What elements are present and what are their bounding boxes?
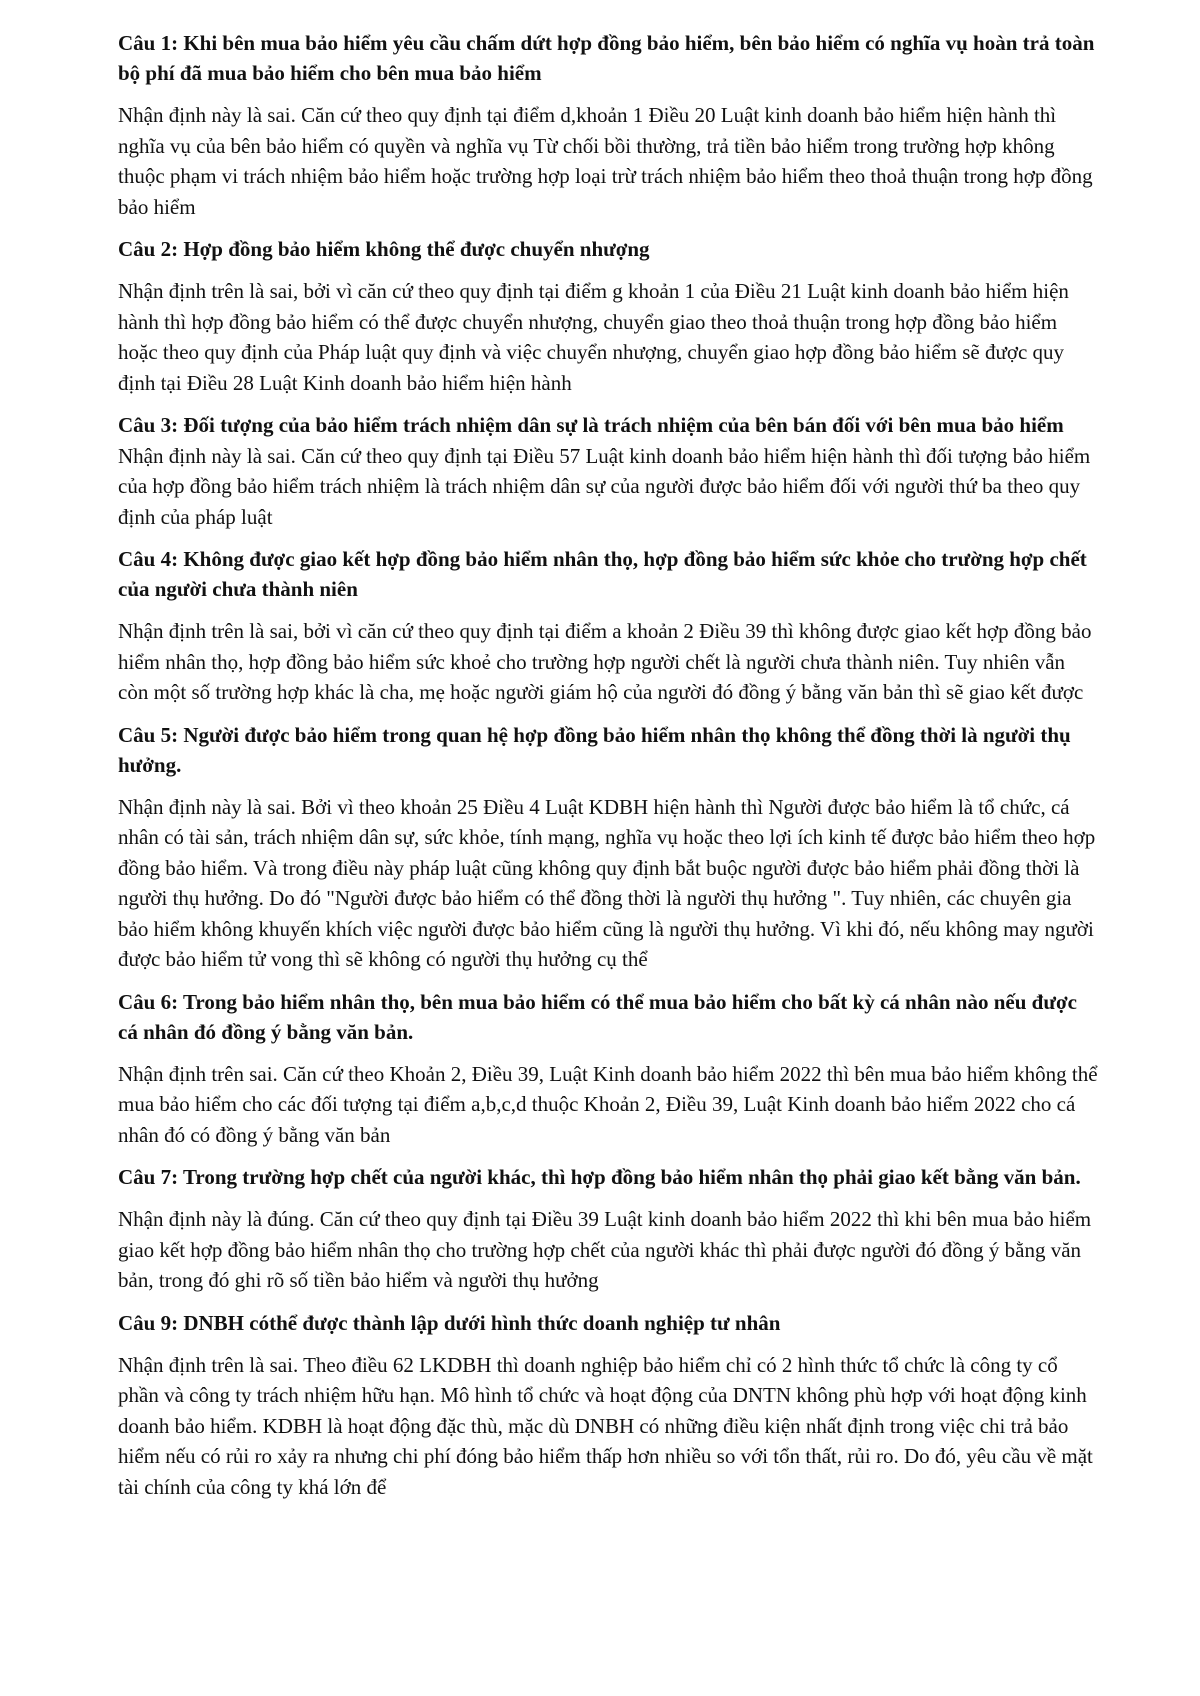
question-answer: Nhận định trên là sai, bởi vì căn cứ theo quy định tại điểm g khoản 1 của Điều 21 Luật kinh doanh bảo hiểm hiện hành thì hợp đồng bảo hiểm có thể được chuyển nhượng, chuyển giao theo thoả thuận trong hợp đồng bảo hiểm hoặc theo quy định của Pháp luật quy định và việc chuyển nhượng, chuyển giao hợp đồng bảo hiểm sẽ được quy định tại Điều 28 Luật Kinh doanh bảo hiểm hiện hành <box>118 279 1069 395</box>
question-9 <box>118 1308 1098 1503</box>
question-3 <box>118 410 1098 532</box>
question-answer: Nhận định trên là sai, bởi vì căn cứ theo quy định tại điểm a khoản 2 Điều 39 thì không được giao kết hợp đồng bảo hiểm nhân thọ, hợp đồng bảo hiểm sức khoẻ cho trường hợp người chết là người chưa thành niên. Tuy nhiên vẫn còn một số trường hợp khác là cha, mẹ hoặc người giám hộ của người đó đồng ý bằng văn bản thì sẽ giao kết được <box>118 619 1092 704</box>
question-title: Câu 6: Trong bảo hiểm nhân thọ, bên mua bảo hiểm có thể mua bảo hiểm cho bất kỳ cá nhân nào nếu được cá nhân đó đồng ý bằng văn bản. <box>118 989 1077 1044</box>
question-title: Câu 3: Đối tượng của bảo hiểm trách nhiệm dân sự là trách nhiệm của bên bán đối với bên mua bảo hiểm <box>118 413 1064 437</box>
question-5 <box>118 720 1098 975</box>
question-answer: Nhận định này là đúng. Căn cứ theo quy định tại Điều 39 Luật kinh doanh bảo hiểm 2022 thì khi bên mua bảo hiểm giao kết hợp đồng bảo hiểm nhân thọ cho trường hợp chết của người khác thì phải được người đó đồng ý bằng văn bản, trong đó ghi rõ số tiền bảo hiểm và người thụ hưởng <box>118 1207 1092 1292</box>
question-title: Câu 2: Hợp đồng bảo hiểm không thể được chuyển nhượng <box>118 237 650 261</box>
question-6 <box>118 987 1098 1151</box>
question-answer: Nhận định trên sai. Căn cứ theo Khoản 2, Điều 39, Luật Kinh doanh bảo hiểm 2022 thì bên mua bảo hiểm không thể mua bảo hiểm cho các đối tượng tại điểm a,b,c,d thuộc Khoản 2, Điều 39, Luật Kinh doanh bảo hiểm 2022 cho cá nhân đó có đồng ý bằng văn bản <box>118 1061 1098 1147</box>
question-7 <box>118 1162 1098 1296</box>
document-page <box>118 28 1098 1514</box>
question-answer: Nhận định trên là sai. Theo điều 62 LKDBH thì doanh nghiệp bảo hiểm chỉ có 2 hình thức tổ chức là công ty cổ phần và công ty trách nhiệm hữu hạn. Mô hình tổ chức và hoạt động của DNTN không phù hợp với hoạt động kinh doanh bảo hiểm. KDBH là hoạt động đặc thù, mặc dù DNBH có những điều kiện nhất định trong việc chi trả bảo hiểm nếu có rủi ro xảy ra nhưng chi phí đóng bảo hiểm thấp hơn nhiều so với tổn thất, rủi ro. Do đó, yêu cầu về mặt tài chính của công ty khá lớn để <box>118 1352 1093 1499</box>
question-title: Câu 1: Khi bên mua bảo hiểm yêu cầu chấm dứt hợp đồng bảo hiểm, bên bảo hiểm có nghĩa vụ hoàn trả toàn bộ phí đã mua bảo hiểm cho bên mua bảo hiểm <box>118 31 1095 85</box>
question-1 <box>118 28 1098 222</box>
question-answer: Nhận định này là sai. Căn cứ theo quy định tại điểm d,khoản 1 Điều 20 Luật kinh doanh bảo hiểm hiện hành thì nghĩa vụ của bên bảo hiểm có quyền và nghĩa vụ Từ chối bồi thường, trả tiền bảo hiểm trong trường hợp không thuộc phạm vi trách nhiệm bảo hiểm hoặc trường hợp loại trừ trách nhiệm bảo hiểm theo thoả thuận trong hợp đồng bảo hiểm <box>118 103 1093 219</box>
question-paragraph <box>118 410 1098 532</box>
question-title: Câu 9: DNBH cóthể được thành lập dưới hình thức doanh nghiệp tư nhân <box>118 1310 781 1335</box>
question-title: Câu 5: Người được bảo hiểm trong quan hệ hợp đồng bảo hiểm nhân thọ không thể đồng thời là người thụ hưởng. <box>118 722 1071 777</box>
question-answer: Nhận định này là sai. Căn cứ theo quy định tại Điều 57 Luật kinh doanh bảo hiểm hiện hành thì đối tượng bảo hiểm của hợp đồng bảo hiểm trách nhiệm là trách nhiệm dân sự của người được bảo hiểm đối với người thứ ba theo quy định của pháp luật <box>118 443 1091 529</box>
question-2 <box>118 234 1098 398</box>
question-title: Câu 7: Trong trường hợp chết của người khác, thì hợp đồng bảo hiểm nhân thọ phải giao kết bằng văn bản. <box>118 1165 1081 1189</box>
question-title: Câu 4: Không được giao kết hợp đồng bảo hiểm nhân thọ, hợp đồng bảo hiểm sức khỏe cho trường hợp chết của người chưa thành niên <box>118 547 1087 601</box>
question-4 <box>118 544 1098 708</box>
question-answer: Nhận định này là sai. Bởi vì theo khoản 25 Điều 4 Luật KDBH hiện hành thì Người được bảo hiểm là tổ chức, cá nhân có tài sản, trách nhiệm dân sự, sức khỏe, tính mạng, nghĩa vụ hoặc theo lợi ích kinh tế được bảo hiểm theo hợp đồng bảo hiểm. Và trong điều này pháp luật cũng không quy định bắt buộc người được bảo hiểm phải đồng thời là người thụ hưởng. Do đó "Người được bảo hiểm có thể đồng thời là người thụ hưởng ". Tuy nhiên, các chuyên gia bảo hiểm không khuyến khích việc người được bảo hiểm cũng là người thụ hưởng. Vì khi đó, nếu không may người được bảo hiểm tử vong thì sẽ không có người thụ hưởng cụ thể <box>118 794 1096 971</box>
